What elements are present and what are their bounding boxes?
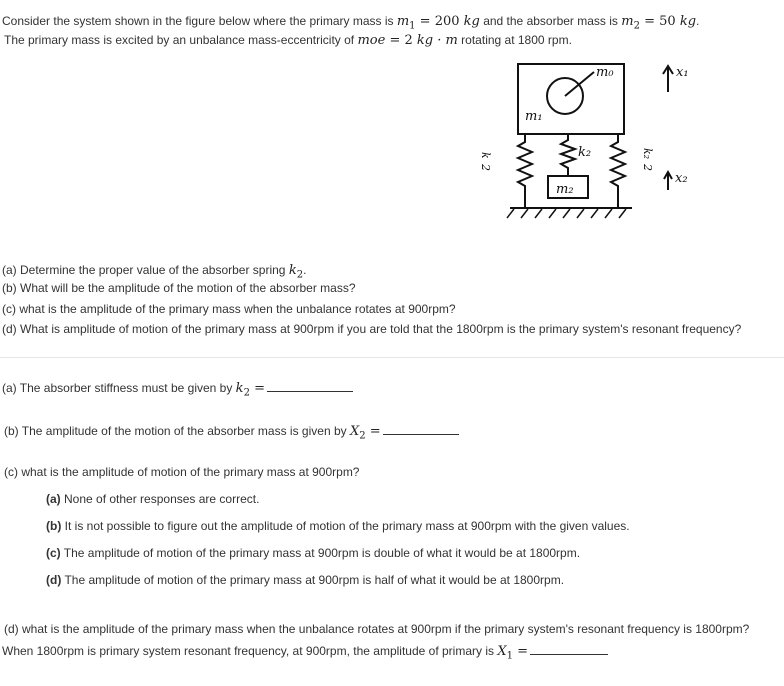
- option-c[interactable]: [46, 546, 580, 560]
- math-sub: 1: [409, 20, 416, 32]
- label-x1: x₁: [676, 65, 689, 80]
- answer-b: [4, 423, 459, 441]
- intro-text: rotating at 1800 rpm.: [457, 33, 572, 47]
- problem-statement-line-1: [2, 14, 699, 31]
- answer-c-title: (c) what is the amplitude of motion of the primary mass at 900rpm?: [4, 465, 360, 479]
- label-k-half-left-num: k: [479, 152, 492, 159]
- label-k2: k₂: [578, 145, 592, 160]
- option-a[interactable]: [46, 492, 259, 506]
- label-k-half-right-num: k₂: [641, 148, 654, 160]
- option-letter: (c): [46, 546, 61, 560]
- question-d: (d) What is amplitude of motion of the primary mass at 900rpm if you are told that the 1800rpm is the primary system's resonant frequency?: [2, 322, 742, 336]
- problem-statement-line-2: [4, 33, 572, 48]
- intro-text: The primary mass is excited by an unbalance mass-eccentricity of: [4, 33, 358, 47]
- question-c: (c) what is the amplitude of the primary mass when the unbalance rotates at 900rpm?: [2, 302, 456, 316]
- option-b[interactable]: [46, 519, 630, 533]
- label-k-half-right-den: 2: [641, 164, 654, 171]
- question-b: (b) What will be the amplitude of the motion of the absorber mass?: [2, 281, 356, 295]
- math-moe: moe: [357, 33, 386, 48]
- math-x2: X: [349, 424, 360, 439]
- option-letter: (a): [46, 492, 61, 506]
- math-eq: =: [512, 644, 528, 659]
- answer-a-input[interactable]: [267, 380, 353, 392]
- option-text: The amplitude of motion of the primary mass at 900rpm is double of what it would be at 1800rpm.: [60, 546, 581, 560]
- eccentric-arm: [565, 72, 594, 96]
- math-m2: m: [621, 14, 634, 29]
- vibration-absorber-figure: [470, 52, 710, 232]
- math-unit: kg: [679, 14, 697, 29]
- option-text: The amplitude of motion of the primary mass at 900rpm is half of what it would be at 1800rpm.: [61, 573, 565, 587]
- option-text: It is not possible to figure out the amplitude of motion of the primary mass at 900rpm with the given values.: [61, 519, 630, 533]
- math-sub: 2: [296, 269, 304, 281]
- math-m1: m: [396, 14, 410, 29]
- answer-a-text: (a) The absorber stiffness must be given by: [2, 381, 236, 395]
- answer-a: [2, 380, 353, 398]
- spring-k-left: [518, 134, 532, 207]
- label-x2: x₂: [675, 171, 688, 186]
- label-k-half-left-den: 2: [479, 164, 492, 171]
- label-m1: m₁: [525, 109, 543, 124]
- option-d[interactable]: [46, 573, 564, 587]
- answer-b-input[interactable]: [383, 423, 459, 435]
- intro-text: Consider the system shown in the figure below where the primary mass is: [2, 14, 397, 28]
- math-sub: 2: [633, 20, 640, 32]
- math-eq: = 50: [639, 14, 680, 29]
- intro-text: .: [696, 14, 700, 28]
- math-eq: =: [365, 424, 381, 439]
- question-a-end: .: [303, 263, 307, 277]
- answer-d-title: (d) what is the amplitude of the primary mass when the unbalance rotates at 900rpm if the primary system's resonant frequency is 1800rpm?: [4, 622, 750, 636]
- question-a-text: (a) Determine the proper value of the absorber spring: [2, 263, 289, 277]
- math-unit: kg · m: [416, 33, 458, 48]
- label-m0: m₀: [596, 65, 614, 80]
- spring-k-right: [611, 134, 625, 207]
- divider: [0, 357, 784, 358]
- question-a: [2, 263, 306, 280]
- math-x1: X: [497, 644, 507, 659]
- answer-d: [2, 643, 608, 661]
- math-k: k: [235, 381, 244, 396]
- answer-d-text: When 1800rpm is primary system resonant frequency, at 900rpm, the amplitude of primary is: [2, 644, 498, 658]
- answer-d-input[interactable]: [530, 643, 608, 655]
- math-sub: 2: [243, 387, 250, 399]
- math-eq: = 2: [385, 33, 417, 48]
- answer-b-text: (b) The amplitude of the motion of the absorber mass is given by: [4, 424, 350, 438]
- spring-k2: [561, 134, 575, 176]
- option-letter: (b): [46, 519, 62, 533]
- label-m2: m₂: [556, 182, 574, 197]
- math-eq: =: [249, 381, 265, 396]
- option-text: None of other responses are correct.: [60, 492, 260, 506]
- math-unit: kg: [463, 14, 480, 29]
- intro-text: and the absorber mass is: [479, 14, 622, 28]
- math-k: k: [288, 263, 297, 278]
- math-eq: = 200: [415, 14, 464, 29]
- math-sub: 1: [506, 650, 513, 662]
- math-sub: 2: [359, 430, 366, 442]
- option-letter: (d): [46, 573, 62, 587]
